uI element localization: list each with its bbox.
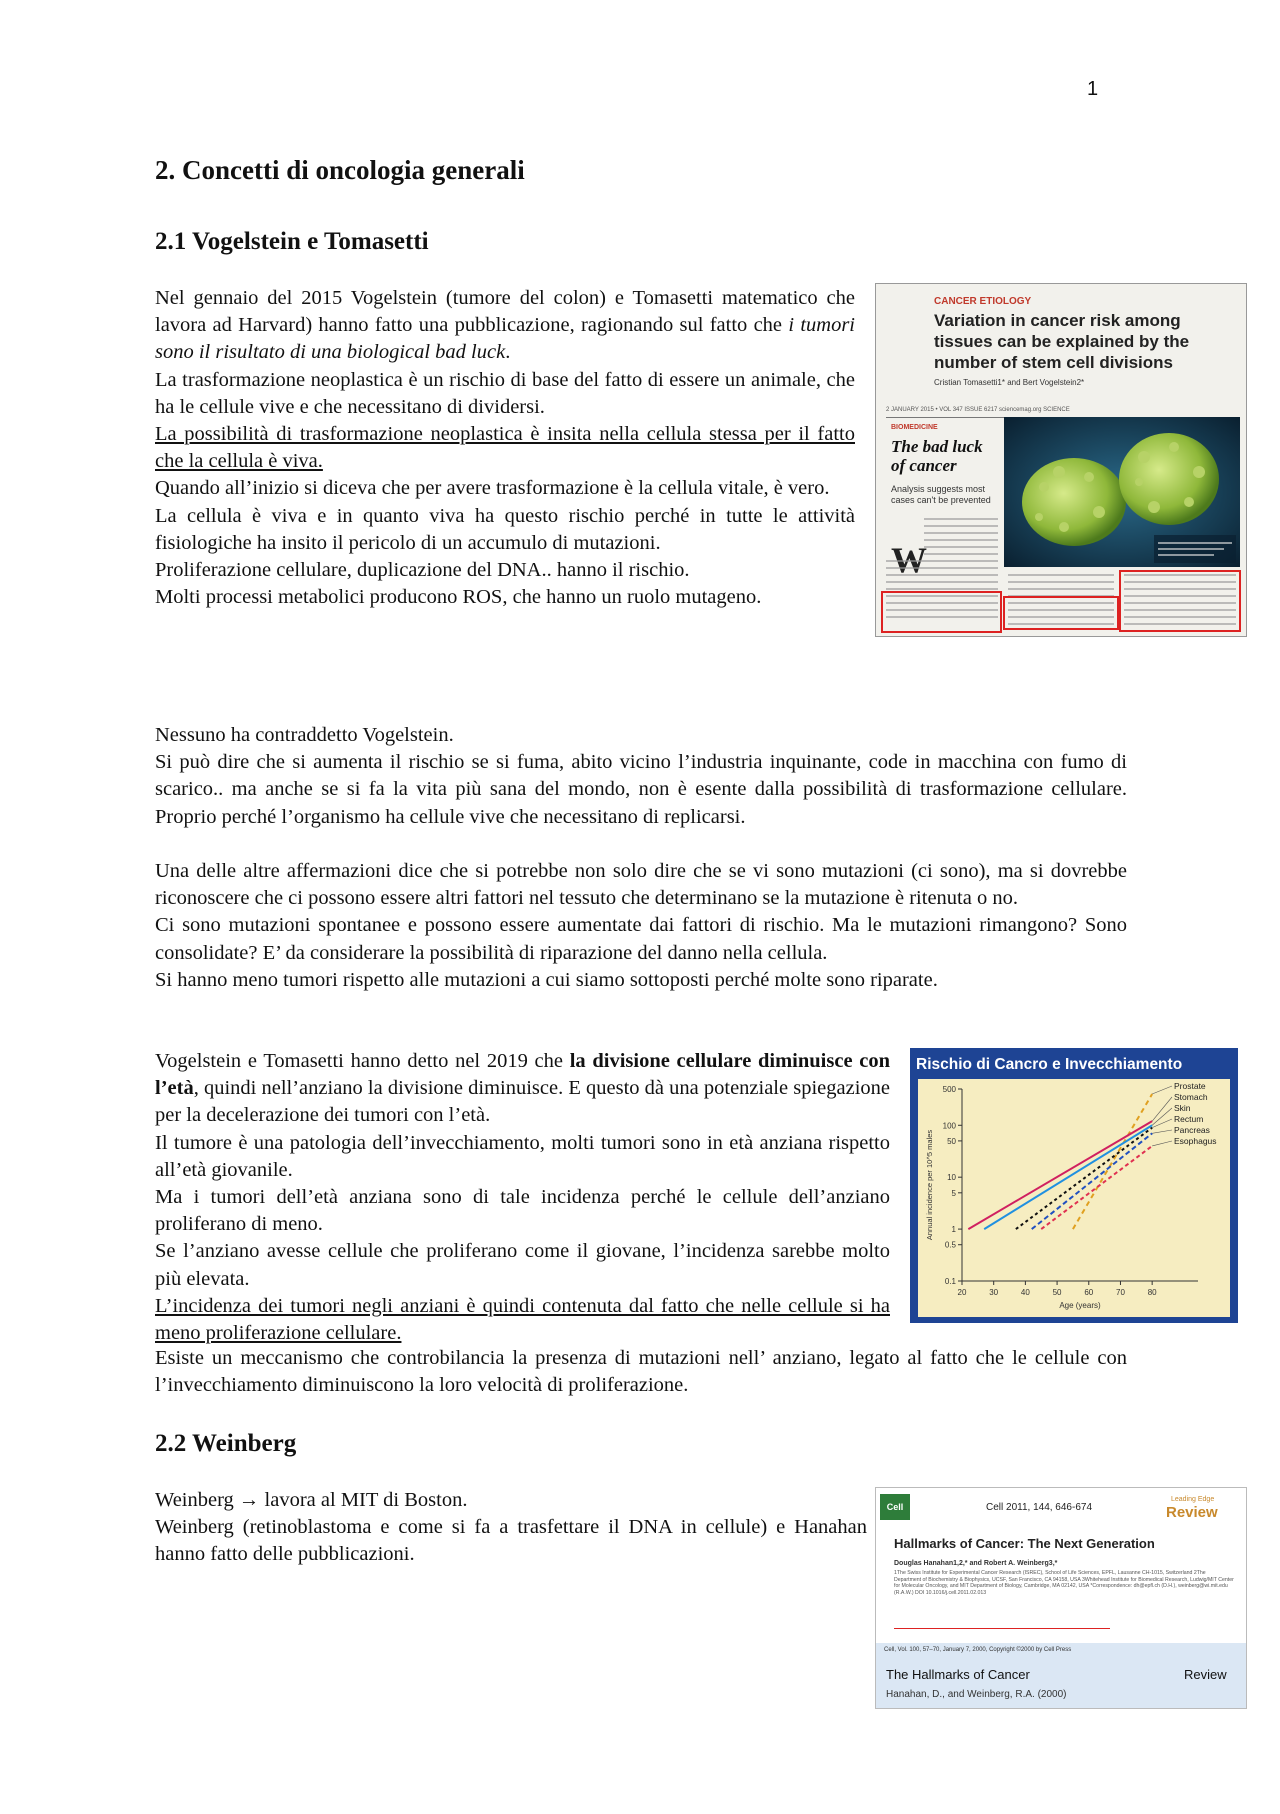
underlined-paragraph: La possibilità di trasformazione neoplastica è insita nella cellula stessa per il fatto che la cellula è viva. bbox=[155, 423, 855, 473]
section-title-weinberg: 2.2 Weinberg bbox=[155, 1430, 297, 1457]
legend-leader-line bbox=[1152, 1141, 1172, 1146]
paragraph: Molti processi metabolici producono ROS, che hanno un ruolo mutageno. bbox=[155, 586, 762, 609]
cell-logo: Cell bbox=[880, 1494, 910, 1520]
red-divider bbox=[894, 1628, 1110, 1629]
paper-authors: Douglas Hanahan1,2,* and Robert A. Weinberg3,* bbox=[894, 1560, 1058, 1567]
previous-review-authors: Hanahan, D., and Weinberg, R.A. (2000) bbox=[886, 1689, 1067, 1700]
y-tick-label: 50 bbox=[947, 1136, 956, 1146]
section-title-vogelstein: 2.1 Vogelstein e Tomasetti bbox=[155, 228, 429, 255]
paragraph: Quando all’inizio si diceva che per avere trasformazione è la cellula vitale, è vero. bbox=[155, 477, 830, 500]
section-1-aging bbox=[155, 1048, 890, 1347]
paragraph: Il tumore è una patologia dell’invecchiamento, molti tumori sono in età anziana rispetto all’età giovanile. bbox=[155, 1131, 890, 1181]
section-1-conclusion bbox=[155, 1345, 1127, 1399]
y-tick-label: 0.5 bbox=[944, 1240, 956, 1250]
chart-plot-area bbox=[918, 1079, 1230, 1317]
bold-text: la divisione cellulare diminuisce con l’età bbox=[155, 1050, 890, 1100]
paragraph: Ma i tumori dell’età anziana sono di tale incidenza perché le cellule dell’anziano proliferano di meno. bbox=[155, 1186, 890, 1236]
dropcap: W bbox=[891, 540, 927, 580]
previous-review-label: Review bbox=[1184, 1667, 1227, 1682]
legend-label-prostate: Prostate bbox=[1174, 1081, 1206, 1091]
x-tick-label: 70 bbox=[1116, 1288, 1125, 1297]
y-tick-label: 10 bbox=[947, 1173, 956, 1183]
paragraph: Weinberg → lavora al MIT di Boston. bbox=[155, 1489, 468, 1511]
legend-leader-line bbox=[1152, 1108, 1172, 1125]
chart-series-group bbox=[968, 1094, 1152, 1229]
paragraph: Si hanno meno tumori rispetto alle mutazioni a cui siamo sottoposti perché molte sono riparate. bbox=[155, 968, 938, 991]
journal-bar: 2 JANUARY 2015 • VOL 347 ISSUE 6217 sciencemag.org SCIENCE bbox=[886, 407, 1236, 418]
paragraph: Se l’anziano avesse cellule che proliferano come il giovane, l’incidenza sarebbe molto più elevata. bbox=[155, 1240, 890, 1290]
series-line-stomach bbox=[968, 1121, 1152, 1229]
journal-citation: Cell 2011, 144, 646-674 bbox=[986, 1502, 1093, 1513]
news-headline: The bad luck of cancer bbox=[891, 437, 983, 475]
paragraph bbox=[155, 285, 855, 367]
legend-label-rectum: Rectum bbox=[1174, 1114, 1204, 1124]
legend-label-skin: Skin bbox=[1174, 1103, 1191, 1113]
y-tick-label: 5 bbox=[951, 1188, 956, 1198]
paragraph bbox=[155, 1048, 890, 1130]
section-1-body-b bbox=[155, 858, 1127, 994]
news-section-label: BIOMEDICINE bbox=[891, 424, 938, 431]
legend-label-stomach: Stomach bbox=[1174, 1092, 1208, 1102]
emphasis-text: i tumori sono il risultato di una biological bad luck bbox=[155, 314, 855, 364]
text: , quindi nell’anziano la divisione diminuisce. E questo dà una potenziale spiegazione per la decelerazione dei tumori con l’età. bbox=[155, 1077, 890, 1127]
series-line-skin bbox=[984, 1125, 1152, 1229]
y-tick-label: 100 bbox=[942, 1121, 956, 1131]
paper-title: Hallmarks of Cancer: The Next Generation bbox=[894, 1536, 1155, 1551]
x-tick-label: 80 bbox=[1147, 1288, 1157, 1297]
series-line-rectum bbox=[1016, 1128, 1152, 1229]
leading-edge-label: Leading Edge bbox=[1171, 1496, 1215, 1503]
underlined-paragraph: L’incidenza dei tumori negli anziani è quindi contenuta dal fatto che nelle cellule si ha meno proliferazione cellulare. bbox=[155, 1294, 890, 1345]
science-article-image bbox=[875, 283, 1247, 637]
y-tick-label: 1 bbox=[951, 1225, 956, 1235]
paper-affiliations: 1The Swiss Institute for Experimental Cancer Research (ISREC), School of Life Sciences, EPFL, Lausanne CH-1015, Switzerland 2The Department of Biochemistry & Biophysics, UCSF, San Francisco, CA 94158, USA 3Whitehead Institute for Biomedical Research, Ludwig/MIT Center for Molecular Oncology, and MIT Department of Biology, Cambridge, MA 02142, USA *Correspondence: dh@epfl.ch (D.H.), weinberg@wi.mit.edu (R.A.W.) DOI 10.1016/j.cell.2011.02.013 bbox=[894, 1570, 1234, 1596]
legend-leader-line bbox=[1152, 1097, 1172, 1121]
review-label: Review bbox=[1166, 1504, 1218, 1521]
x-tick-label: 20 bbox=[957, 1288, 967, 1297]
legend-label-esophagus: Esophagus bbox=[1174, 1136, 1217, 1146]
paragraph: Proliferazione cellulare, duplicazione del DNA.. hanno il rischio. bbox=[155, 559, 690, 582]
x-tick-label: 60 bbox=[1084, 1288, 1094, 1297]
x-tick-label: 40 bbox=[1020, 1288, 1030, 1297]
legend-leader-line bbox=[1152, 1119, 1172, 1128]
article-authors: Cristian Tomasetti1* and Bert Vogelstein2* bbox=[934, 378, 1085, 387]
text: . bbox=[505, 341, 511, 364]
paragraph: Nessuno ha contraddetto Vogelstein. bbox=[155, 724, 454, 746]
legend-leader-line bbox=[1152, 1086, 1172, 1094]
paragraph: Ci sono mutazioni spontanee e possono essere aumentate dai fattori di rischio. Ma le mutazioni rimangono? Sono consolidate? E’ da considerare la possibilità di riparazione del danno nella cellula. bbox=[155, 914, 1127, 964]
y-axis-label: Annual incidence per 10^5 males bbox=[925, 1129, 934, 1241]
x-tick-label: 30 bbox=[989, 1288, 999, 1297]
legend-label-pancreas: Pancreas bbox=[1174, 1125, 1210, 1135]
article-kicker: CANCER ETIOLOGY bbox=[934, 296, 1032, 307]
previous-review-title: The Hallmarks of Cancer bbox=[886, 1667, 1030, 1682]
text: Nel gennaio del 2015 Vogelstein (tumore del colon) e Tomasetti matematico che lavora ad Harvard) hanno fatto una pubblicazione, ragionando sul fatto che bbox=[155, 287, 855, 337]
paragraph: La trasformazione neoplastica è un rischio di base del fatto di essere un animale, che ha le cellule vive e che necessitano di dividersi. bbox=[155, 368, 855, 418]
chart-legend bbox=[1152, 1081, 1216, 1146]
paragraph: Si può dire che si aumenta il rischio se si fuma, abito vicino l’industria inquinante, code in macchina con fumo di scarico.. ma anche se si fa la vita più sana del mondo, non è esente dalla possibilità di trasformazione cellulare. Proprio perché l’organismo ha cellule vive che necessitano di replicarsi. bbox=[155, 751, 1127, 828]
page-number: 1 bbox=[1087, 78, 1099, 100]
previous-review-citation: Cell, Vol. 100, 57–70, January 7, 2000, Copyright ©2000 by Cell Press bbox=[884, 1647, 1072, 1653]
section-2-body bbox=[155, 1487, 867, 1569]
paragraph: Esiste un meccanismo che controbilancia la presenza di mutazioni nell’ anziano, legato al fatto che le cellule con l’invecchiamento diminuiscono la loro velocità di proliferazione. bbox=[155, 1347, 1127, 1397]
section-1-body-a bbox=[155, 722, 1127, 831]
cancer-aging-chart bbox=[910, 1048, 1238, 1323]
section-1-intro bbox=[155, 285, 855, 611]
paragraph: Weinberg (retinoblastoma e come si fa a trasfettare il DNA in cellule) e Hanahan hanno fatto delle pubblicazioni. bbox=[155, 1516, 867, 1566]
article-text-columns bbox=[876, 509, 1246, 636]
chart-title: Rischio di Cancro e Invecchiamento bbox=[916, 1056, 1183, 1073]
y-tick-label: 500 bbox=[942, 1085, 956, 1094]
x-axis-label: Age (years) bbox=[1059, 1301, 1101, 1310]
article-title: Variation in cancer risk among tissues can be explained by the number of stem cell divisions bbox=[934, 311, 1190, 372]
chart-axes bbox=[925, 1085, 1198, 1310]
text: Vogelstein e Tomasetti hanno detto nel 2019 che bbox=[155, 1050, 570, 1072]
news-subhead: Analysis suggests most cases can't be prevented bbox=[891, 484, 991, 505]
y-tick-label: 0.1 bbox=[944, 1277, 956, 1286]
paragraph: La cellula è viva e in quanto viva ha questo rischio perché in tutte le attività fisiologiche ha insito il pericolo di un accumulo di mutazioni. bbox=[155, 504, 855, 554]
chapter-title: 2. Concetti di oncologia generali bbox=[155, 155, 525, 185]
cell-review-image bbox=[875, 1487, 1247, 1709]
paragraph: Una delle altre affermazioni dice che si potrebbe non solo dire che se vi sono mutazioni (ci sono), ma si dovrebbe riconoscere che ci possono essere altri fattori nel tessuto che determinano se la mutazione è ritenuta o no. bbox=[155, 860, 1127, 910]
legend-leader-line bbox=[1152, 1130, 1172, 1133]
x-tick-label: 50 bbox=[1052, 1288, 1062, 1297]
